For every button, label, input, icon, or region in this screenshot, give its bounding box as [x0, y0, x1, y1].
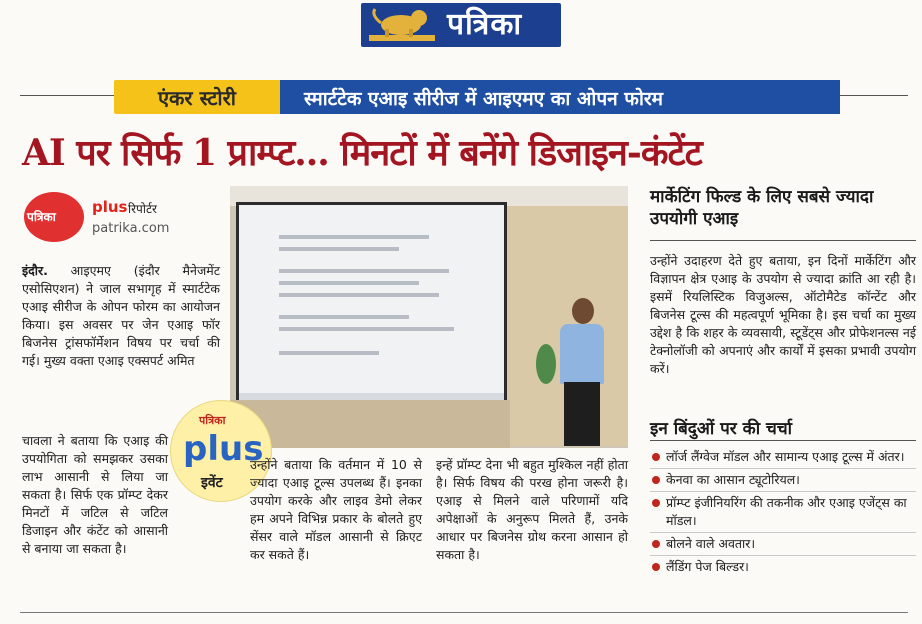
patrika-logo-text: पत्रिका — [27, 210, 56, 224]
points-heading: इन बिंदुओं पर की चर्चा — [650, 419, 793, 439]
series-banner — [280, 80, 840, 114]
body-col2: उन्होंने बताया कि वर्तमान में 10 से ज्यादा एआइ टूल्स उपलब्ध हैं। इनका उपयोग करके और लाइव डेमो लेकर हम अपने विभिन्न प्रकार के बोलते हुए सेंसर वाले मॉडल आसानी से क्रिएट कर सकते हैं। — [250, 457, 422, 562]
bullet-dot-icon — [652, 499, 660, 507]
right-heading: मार्केटिंग फिल्ड के लिए सबसे ज्यादा उपयोगी एआइ — [650, 187, 874, 229]
anchor-story-label: एंकर स्टोरी — [158, 86, 236, 110]
headline: AI पर सिर्फ 1 प्राम्प्ट... मिनटों में बनेंगे डिजाइन-कंटेंट — [22, 132, 702, 174]
bullet-dot-icon — [652, 453, 660, 461]
body-col1-lower: चावला ने बताया कि एआइ की उपयोगिता को समझकर उसका लाभ आसानी से लिया जा सकता है। सिर्फ एक प्रॉम्प्ट देकर मिनटों में जटिल से जटिल डिजाइन और कंटेंट को आसानी से बनाया जा सकता है। — [22, 433, 168, 556]
masthead-title: पत्रिका — [447, 7, 523, 42]
body-col3: इन्हें प्रॉम्प्ट देना भी बहुत मुश्किल नहीं होता है। सिर्फ विषय की परख होना जरूरी है। एआइ से मिलने वाले परिणामों यदि अपेक्षाओं के अनुरूप मिलते हैं, उनके आधार पर बिजनेस ग्रोथ करना आसान हो सकता है। — [436, 457, 628, 562]
anchor-story-tag — [114, 80, 282, 114]
bottom-divider — [20, 612, 908, 613]
plus-logo: plus — [92, 198, 128, 216]
masthead — [361, 3, 561, 47]
list-item — [650, 494, 916, 530]
lion-emblem-icon — [367, 5, 437, 45]
reporter-site: patrika.com — [92, 221, 170, 236]
speaker-legs — [564, 382, 600, 446]
body-col1-intro — [22, 262, 220, 370]
points-heading-rule — [650, 440, 916, 441]
badge-top: पत्रिका — [199, 414, 226, 427]
list-item — [650, 448, 916, 466]
speaker-body — [560, 324, 604, 384]
bullet-dot-icon — [652, 563, 660, 571]
right-paragraph: उन्होंने उदाहरण देते हुए बताया, इन दिनों मार्केटिंग और विज्ञापन क्षेत्र एआइ के उपयोग से ज्यादा क्रांति आ रही है। इसमें रियलिस्टिक विजुअल्स, ऑटोमैटेड कॉन्टेंट और बिजनेस टूल्स की महत्वपूर्ण भूमिका है। इस चर्चा का मुख्य उद्देश है कि शहर के व्यवसायी, स्टूडेंट्स और प्रोफेशनल्स नई टेक्नोलॉजी को अपनाएं और कार्यों में इसका प्रभावी उपयोग करें। — [650, 253, 916, 376]
bullet-dot-icon — [652, 476, 660, 484]
right-heading-rule — [650, 240, 916, 241]
points-list — [650, 448, 916, 581]
series-banner-label: स्मार्टटेक एआइ सीरीज में आइएमए का ओपन फोरम — [304, 88, 664, 110]
list-item — [650, 558, 916, 576]
photo-table — [230, 400, 510, 448]
photo-plant — [536, 344, 556, 384]
badge-event: इवेंट — [201, 475, 223, 491]
point-text: केनवा का आसान ट्यूटोरियल। — [666, 472, 800, 487]
point-text: प्रॉम्प्ट इंजीनियरिंग की तकनीक और एआइ एजेंट्स का मॉडल। — [666, 495, 907, 528]
point-text: लैंडिंग पेज बिल्डर। — [666, 559, 749, 574]
reporter-title: रिपोर्टर — [128, 202, 157, 216]
badge-plus: plus — [183, 429, 264, 469]
patrika-logo — [24, 192, 84, 242]
dateline: इंदौर. — [22, 263, 48, 278]
bullet-dot-icon — [652, 540, 660, 548]
list-item — [650, 535, 916, 553]
event-photo — [230, 186, 628, 448]
point-text: बोलने वाले अवतार। — [666, 536, 756, 551]
list-item — [650, 471, 916, 489]
point-text: लॉर्ज लैंग्वेज मॉडल और सामान्य एआइ टूल्स में अंतर। — [666, 449, 905, 464]
intro-text: आइएमए (इंदौर मैनेजमेंट एसोसिएशन) ने जाल सभागृह में स्मार्टटेक एआइ सीरीज के ओपन फोरम का आयोजन किया। इस अवसर पर जेन एआइ फॉर बिजनेस ट्रांसफॉर्मेशन विषय पर चर्चा की गई। मुख्य वक्ता एआइ एक्सपर्ट अमित — [22, 263, 220, 368]
speaker-head — [572, 298, 594, 324]
projector-screen — [236, 202, 507, 406]
